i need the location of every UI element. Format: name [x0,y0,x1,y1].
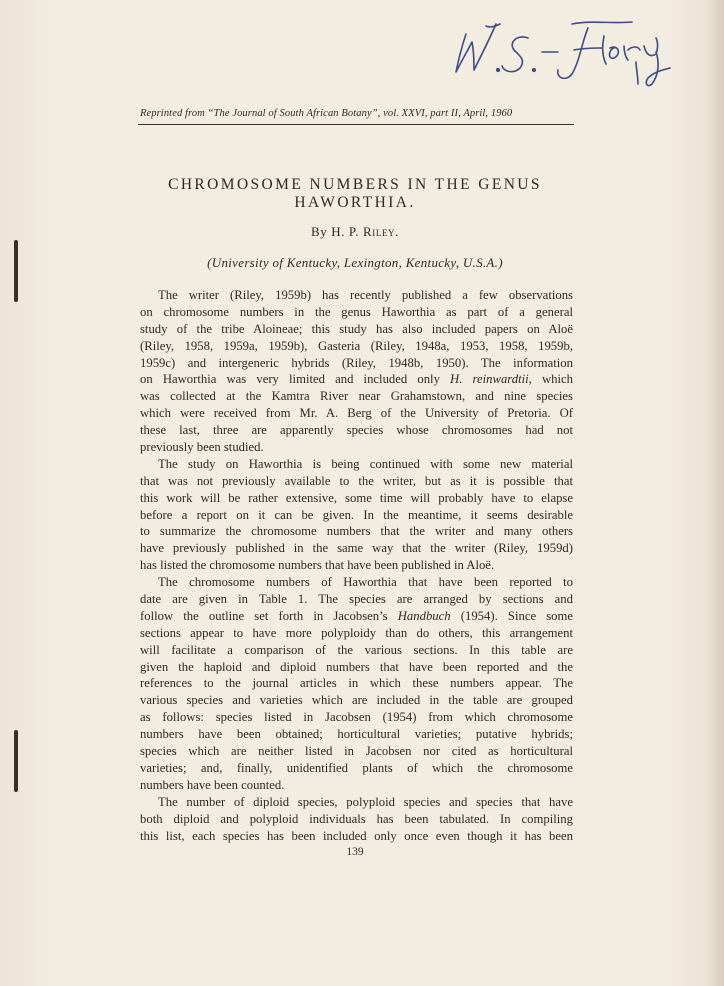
body-line: previously been studied. [140,440,264,455]
body-line: varieties; and, finally, unidentified plants of which the chromosome [140,760,573,775]
page-number: 139 [346,846,364,858]
body-line: to summarize the chromosome numbers that the writer and many others [140,524,573,539]
title-line-1: CHROMOSOME NUMBERS IN THE GENUS [168,176,542,193]
body-line: The writer (Riley, 1959b) has recently published a few observations [158,288,573,302]
page-edge-shadow [706,0,724,986]
binding-clip-bottom [14,730,18,792]
body-line: has listed the chromosome numbers that have been published in Aloë. [140,558,495,573]
body-line: will facilitate a comparison of the various sections. In this table are [140,642,573,657]
book-title-italic: Handbuch [397,608,451,623]
body-line: this list, each species has been included only once even though it has been [140,828,573,843]
body-line [140,371,573,388]
body-line: The study on Haworthia is being continued with some new material [158,456,573,471]
body-line: as follows: species listed in Jacobsen (1954) from which chromosome [140,710,573,725]
body-line: this work will be rather extensive, some time will probably have to elapse [140,490,573,505]
article-body [140,287,573,844]
body-line: 1959c) and intergeneric hybrids (Riley, 1948b, 1950). The information [140,355,573,370]
body-line: these last, three are apparently species whose chromosomes had not [140,423,573,438]
author-affiliation: (University of Kentucky, Lexington, Kentucky, U.S.A.) [207,255,503,270]
body-line: that was not previously available to the writer, but as it is possible that [140,473,573,488]
author-suffix: . [395,224,400,239]
reprint-citation: Reprinted from “The Journal of South African Botany”, vol. XXVI, part II, April, 1960 [140,108,513,119]
body-line: study of the tribe Aloineae; this study has also included papers on Aloë [140,321,573,336]
author-surname: Riley [362,224,396,239]
body-text: follow the outline set forth in Jacobsen’s [140,608,398,623]
body-line: on chromosome numbers in the genus Haworthia as part of a general [140,304,573,319]
binding-clip-top [14,240,18,302]
body-line: The number of diploid species, polyploid species and species that have [158,794,573,809]
body-line [140,608,573,625]
body-text: , which [528,372,573,387]
body-text: (1954). Since some [450,608,573,623]
title-line-2: HAWORTHIA. [294,194,416,211]
body-line: numbers have been obtained; horticultural varieties; putative hybrids; [140,727,573,742]
body-line: date are given in Table 1. The species are arranged by sections and [140,592,573,607]
handwritten-signature [452,12,692,92]
body-text: on Haworthia was very limited and included only [140,372,451,387]
body-line: species which are neither listed in Jacobsen nor cited as horticultural [140,744,573,759]
body-line: have previously published in the same way that the writer (Riley, 1959d) [140,541,573,556]
body-line: numbers have been counted. [140,777,285,792]
body-line: both diploid and polyploid individuals has been tabulated. In compiling [140,811,573,826]
body-line: was collected at the Kamtra River near Grahamstown, and nine species [140,389,573,404]
body-line: various species and varieties which are included in the table are grouped [140,693,573,708]
body-line: The chromosome numbers of Haworthia that have been reported to [158,575,573,590]
body-line: (Riley, 1958, 1959a, 1959b), Gasteria (Riley, 1948a, 1953, 1958, 1959b, [140,338,573,353]
article-title [120,176,590,212]
body-line: given the haploid and diploid numbers that have been reported and the [140,659,573,674]
author-byline [120,224,590,240]
author-prefix: By H. P. [310,224,363,239]
body-line: which were received from Mr. A. Berg of the University of Pretoria. Of [140,406,573,421]
body-line: references to the journal articles in which these numbers appear. The [140,676,573,691]
header-rule [138,124,574,125]
body-line: sections appear to have more polyploidy than do others, this arrangement [140,625,573,640]
species-name-italic: H. reinwardtii [450,372,529,387]
body-line: before a report on it can be given. In the meantime, it seems desirable [140,507,573,522]
